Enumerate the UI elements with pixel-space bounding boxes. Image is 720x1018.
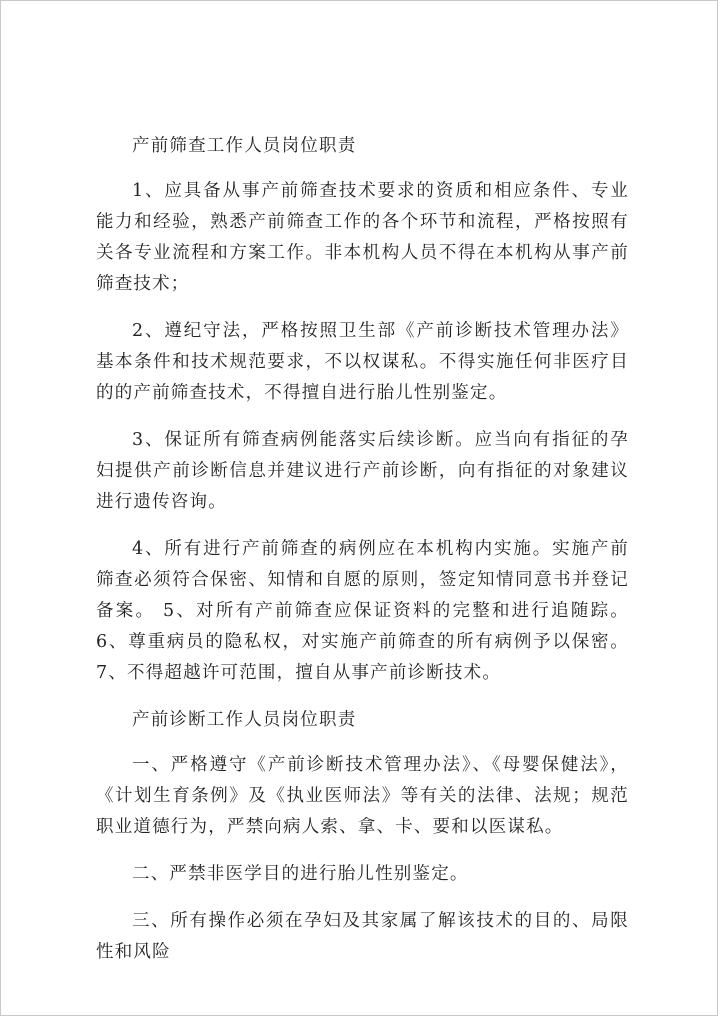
document-body xyxy=(96,131,629,984)
paragraph-screening-2: 2、遵纪守法，严格按照卫生部《产前诊断技术管理办法》基本条件和技术规范要求，不以权谋私。不得实施任何非医疗目的的产前筛查技术，不得擅自进行胎儿性别鉴定。 xyxy=(96,321,629,403)
paragraph-screening-1: 1、应具备从事产前筛查技术要求的资质和相应条件、专业能力和经验，熟悉产前筛查工作的各个环节和流程，严格按照有关各专业流程和方案工作。非本机构人员不得在本机构从事产前筛查技术； xyxy=(96,181,629,294)
paragraph-diagnosis-3: 三、所有操作必须在孕妇及其家属了解该技术的目的、局限性和风险 xyxy=(96,911,629,962)
section-title-diagnosis: 产前诊断工作人员岗位职责 xyxy=(132,710,357,730)
paragraph-diagnosis-1: 一、严格遵守《产前诊断技术管理办法》、《母婴保健法》，《计划生育条例》及《执业医师法》等有关的法律、法规；规范职业道德行为，严禁向病人索、拿、卡、要和以医谋私。 xyxy=(96,755,629,837)
paragraph-screening-3: 3、保证所有筛查病例能落实后续诊断。应当向有指征的孕妇提供产前诊断信息并建议进行产前诊断，向有指征的对象建议进行遗传咨询。 xyxy=(96,430,629,512)
section-title-screening: 产前筛查工作人员岗位职责 xyxy=(132,136,357,156)
paragraph-screening-4: 4、所有进行产前筛查的病例应在本机构内实施。实施产前筛查必须符合保密、知情和自愿的原则，签定知情同意书并登记备案。 5、对所有产前筛查应保证资料的完整和进行追随踪。 6、尊重病员的隐私权，对实施产前筛查的所有病例予以保密。 7、不得超越许可范围，擅自从事产前诊断技术。 xyxy=(96,539,629,683)
paragraph-diagnosis-2: 二、严禁非医学目的进行胎儿性别鉴定。 xyxy=(132,864,469,884)
